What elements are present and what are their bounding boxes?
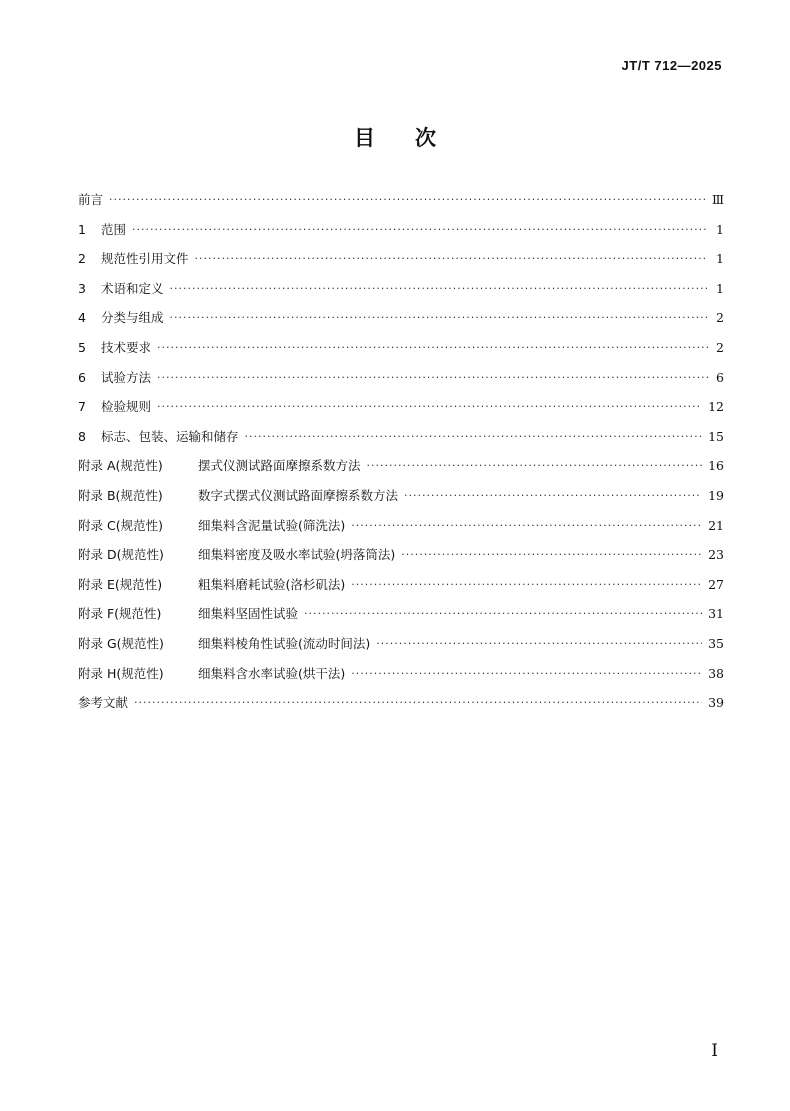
toc-entry-title: 术语和定义 [101, 280, 164, 296]
toc-entry[interactable] [78, 634, 724, 664]
toc-entry-annex-label: 附录 E(规范性) [78, 576, 163, 592]
toc-leader-dots [367, 459, 703, 472]
toc-leader-dots [157, 371, 708, 384]
toc-leader-dots [404, 489, 702, 502]
toc-entry-annex-label: 附录 H(规范性) [78, 665, 164, 681]
toc-entry[interactable] [78, 190, 724, 220]
toc-entry-page: Ⅲ [711, 192, 724, 207]
toc-leader-dots [245, 430, 703, 443]
toc-entry-title: 范围 [101, 221, 127, 237]
toc-entry-title: 规范性引用文件 [101, 251, 189, 267]
toc-entry[interactable] [78, 368, 724, 398]
toc-entry-page: 15 [708, 428, 724, 444]
toc-entry-page: 6 [716, 369, 724, 385]
toc-leader-dots [401, 548, 702, 561]
toc-leader-dots [132, 223, 708, 236]
toc-entry-title: 细集料坚固性试验 [198, 606, 299, 622]
toc-entry[interactable] [78, 397, 724, 427]
toc-entry[interactable] [78, 220, 724, 250]
toc-entry-title: 粗集料磨耗试验(洛杉矶法) [198, 576, 346, 592]
toc-entry[interactable] [78, 575, 724, 605]
toc-entry-title: 标志、包装、运输和储存 [101, 428, 239, 444]
toc-leader-dots [134, 696, 702, 709]
toc-entry-title: 数字式摆式仪测试路面摩擦系数方法 [198, 487, 399, 503]
toc-entry-page: 38 [708, 665, 724, 681]
toc-leader-dots [157, 341, 708, 354]
toc-entry-page: 19 [708, 487, 724, 503]
toc-entry-page: 31 [708, 606, 724, 622]
toc-entry-title: 技术要求 [101, 339, 152, 355]
toc-entry[interactable] [78, 456, 724, 486]
toc-entry-title: 摆式仪测试路面摩擦系数方法 [198, 458, 361, 474]
toc-leader-dots [351, 578, 702, 591]
toc-entry[interactable] [78, 427, 724, 457]
toc-leader-dots [376, 637, 702, 650]
toc-entry-number: 1 [78, 221, 86, 237]
toc-entry-page: 2 [716, 310, 724, 326]
toc-entry-number: 8 [78, 428, 86, 444]
toc-leader-dots [351, 519, 702, 532]
toc-entry[interactable] [78, 693, 724, 723]
toc-entry[interactable] [78, 279, 724, 309]
toc-leader-dots [170, 311, 708, 324]
toc-entry-title: 分类与组成 [101, 310, 164, 326]
toc-entry-title: 检验规则 [101, 399, 152, 415]
toc-entry-annex-label: 附录 G(规范性) [78, 635, 164, 651]
toc-entry-page: 1 [716, 280, 724, 296]
toc-entry-title: 试验方法 [101, 369, 152, 385]
toc-entry-page: 35 [708, 635, 724, 651]
toc-entry-number: 2 [78, 251, 86, 267]
toc-entry[interactable] [78, 545, 724, 575]
toc-entry-number: 4 [78, 310, 86, 326]
toc-entry-annex-label: 附录 A(规范性) [78, 458, 163, 474]
toc-entry-title: 细集料含水率试验(烘干法) [198, 665, 346, 681]
toc-leader-dots [195, 252, 708, 265]
table-of-contents [78, 190, 724, 723]
toc-entry-title: 参考文献 [78, 695, 129, 711]
toc-entry-page: 2 [716, 339, 724, 355]
toc-entry-annex-label: 附录 C(规范性) [78, 517, 163, 533]
toc-entry[interactable] [78, 486, 724, 516]
toc-leader-dots [157, 400, 702, 413]
toc-entry-title: 细集料棱角性试验(流动时间法) [198, 635, 371, 651]
toc-entry-page: 23 [708, 547, 724, 563]
toc-entry[interactable] [78, 249, 724, 279]
toc-entry-page: 1 [716, 221, 724, 237]
toc-entry[interactable] [78, 604, 724, 634]
toc-entry-page: 12 [708, 399, 724, 415]
toc-entry-page: 1 [716, 251, 724, 267]
toc-entry-number: 7 [78, 399, 86, 415]
toc-entry-annex-label: 附录 B(规范性) [78, 487, 163, 503]
toc-entry-title: 细集料含泥量试验(筛洗法) [198, 517, 346, 533]
toc-entry-annex-label: 附录 F(规范性) [78, 606, 162, 622]
toc-entry-annex-label: 附录 D(规范性) [78, 547, 164, 563]
document-code: JT/T 712—2025 [621, 58, 722, 73]
toc-leader-dots [351, 667, 702, 680]
toc-entry[interactable] [78, 308, 724, 338]
toc-entry-number: 5 [78, 339, 86, 355]
toc-title: 目次 [354, 126, 476, 150]
toc-entry-title: 细集料密度及吸水率试验(坍落筒法) [198, 547, 396, 563]
toc-entry[interactable] [78, 338, 724, 368]
toc-entry-number: 3 [78, 280, 86, 296]
toc-entry[interactable] [78, 516, 724, 546]
toc-entry[interactable] [78, 664, 724, 694]
toc-leader-dots [304, 607, 702, 620]
toc-entry-page: 16 [708, 458, 724, 474]
toc-entry-title: 前言 [78, 192, 104, 207]
toc-entry-page: 39 [708, 695, 724, 711]
toc-leader-dots [170, 282, 708, 295]
toc-entry-number: 6 [78, 369, 86, 385]
toc-leader-dots [109, 193, 706, 206]
page-number: I [711, 1041, 718, 1061]
toc-entry-page: 27 [708, 576, 724, 592]
toc-entry-page: 21 [708, 517, 724, 533]
